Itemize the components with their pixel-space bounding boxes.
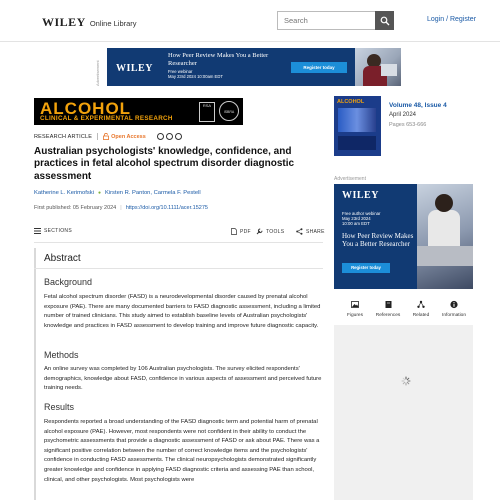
background-text: Fetal alcohol spectrum disorder (FASD) is a neurodevelopmental disorder caused by prenatal alcohol exposure (PAE). There are many documented barriers to FASD diagnostic assessment, including a limited number of trained clinicians. This study aimed to establish baseline levels of Australian psychologists' knowledge and practices in FASD assessment to develop training and improve future diagnostic capacity. (44, 294, 321, 329)
ad-detail-line: May 23rd 2024 (342, 216, 371, 222)
ad-label: Advertisement (95, 60, 100, 86)
loading-spinner-icon (401, 376, 411, 386)
doi-link[interactable]: https://doi.org/10.1111/acer.15275 (125, 205, 208, 211)
journal-subtitle: CLINICAL & EXPERIMENTAL RESEARCH (40, 115, 173, 122)
info-icon (450, 300, 458, 309)
methods-heading: Methods (44, 350, 79, 360)
issue-date: April 2024 (389, 112, 417, 118)
search-icon (380, 16, 390, 26)
references-tab[interactable] (371, 296, 405, 318)
open-access-badge (103, 133, 146, 140)
related-tab[interactable] (404, 296, 438, 318)
by-icon (166, 133, 173, 140)
site-header (0, 0, 500, 42)
journal-banner[interactable] (34, 98, 243, 125)
related-icon (417, 300, 425, 309)
issue-pages: Pages 653-666 (389, 122, 427, 128)
share-label: SHARE (306, 228, 325, 235)
ad-brand: WILEY (116, 63, 153, 74)
information-tab[interactable] (437, 296, 471, 318)
orcid-icon[interactable]: ● (97, 190, 101, 196)
ad-headline: How Peer Review Makes You a Better Researcher (168, 52, 269, 67)
methods-text: An online survey was completed by 106 Australian psychologists. The survey elicited respondents' demographics, knowledge about FASD, confidence in various aspects of assessment and perceived future training needs. (44, 366, 322, 392)
image-icon (351, 300, 359, 309)
article-meta (34, 133, 182, 140)
information-label: Information (442, 313, 466, 318)
journal-title: ALCOHOL (40, 99, 132, 118)
article-title: Australian psychologists' knowledge, confidence, and practices in fetal alcohol spectrum disorder diagnostic assessment (34, 146, 295, 182)
figures-tab[interactable] (338, 296, 372, 318)
results-heading: Results (44, 402, 75, 412)
references-label: References (375, 313, 401, 318)
ad-register-button[interactable]: Register today (291, 62, 347, 73)
pdf-icon (231, 228, 237, 235)
ad-register-button[interactable]: Register today (342, 263, 390, 273)
share-icon (296, 228, 303, 235)
search-input[interactable] (284, 16, 374, 25)
tools-content-panel (334, 325, 473, 500)
brand-name: WILEY (42, 15, 86, 29)
author-link[interactable]: Kirsten R. Panton, Carmela F. Pestell (104, 190, 201, 196)
brand-subtitle: Online Library (89, 19, 137, 28)
tools-button[interactable] (256, 228, 284, 235)
author-list (34, 190, 201, 196)
related-label: Related (412, 313, 430, 318)
search-button[interactable] (375, 11, 394, 30)
wrench-icon (256, 228, 263, 235)
ad-headline: How Peer Review Makes You a Better Researcher (342, 232, 414, 248)
isbra-logo: ISBRA (219, 101, 239, 121)
sections-label: SECTIONS (44, 228, 72, 234)
article-type: RESEARCH ARTICLE (34, 133, 93, 140)
book-icon (385, 300, 392, 309)
article-tools-panel (334, 296, 473, 324)
figures-label: Figures (347, 313, 363, 318)
ad-detail-line: May 23rd 2024 10:00am EDT (168, 74, 223, 79)
journal-cover[interactable] (334, 96, 381, 156)
publication-info (34, 205, 208, 211)
tools-label: TOOLS (266, 228, 285, 235)
cc-icon (157, 133, 164, 140)
open-lock-icon (103, 133, 109, 140)
background-heading: Background (44, 277, 93, 287)
pdf-button[interactable] (231, 228, 251, 235)
sidebar-advertisement[interactable] (334, 184, 473, 289)
divider (34, 268, 323, 269)
abstract-heading: Abstract (44, 253, 81, 264)
open-access-label: Open Access (111, 133, 146, 140)
top-advertisement[interactable] (107, 48, 355, 86)
nc-icon (175, 133, 182, 140)
ad-label: Advertisement (334, 176, 366, 182)
rsa-logo: RSA (199, 102, 215, 122)
first-published: First published: 05 February 2024 (34, 205, 117, 211)
ad-details (342, 211, 380, 227)
ad-brand: WILEY (342, 190, 379, 201)
cover-title: ALCOHOL (337, 99, 365, 105)
login-register-link[interactable]: Login / Register (427, 16, 477, 23)
issue-link[interactable]: Volume 48, Issue 4 (389, 102, 447, 109)
search-box (277, 11, 394, 30)
ad-details (168, 69, 223, 79)
results-text: Respondents reported a broad understanding of the FASD diagnostic term and potential harm of prenatal alcohol exposure (PAE). However, most respondents were not confident in their ability to conduct the psychometric assessments that provide a diagnostic assessment of FASD or ask about PAE. There was a significant positive correlation between the number of correct knowledge items and the psychologists' confidence in conducting FASD assessments. The clinical neuropsychologists demonstrated significantly greater knowledge and confidence in applying FASD diagnostic criteria and assessing PAE than school, clinical, and other psychologists. Most psychologists were (44, 419, 320, 483)
author-link[interactable]: Katherine L. Kerimofski (34, 190, 94, 196)
wiley-logo[interactable] (42, 15, 137, 30)
list-icon (34, 228, 41, 234)
ad-detail-line: Free webinar (168, 69, 193, 74)
divider (97, 133, 98, 140)
divider: | (120, 205, 122, 211)
sections-button[interactable] (34, 228, 72, 234)
ad-photo (417, 184, 473, 289)
divider (34, 242, 323, 243)
share-button[interactable] (296, 228, 325, 235)
ad-detail-line: Free author webinar (342, 211, 381, 216)
pdf-label: PDF (240, 228, 251, 235)
ad-photo (355, 48, 401, 86)
license-icons (157, 133, 182, 140)
article-toolbar (34, 226, 323, 238)
ad-detail-line: 10:00 am EDT (342, 221, 370, 227)
